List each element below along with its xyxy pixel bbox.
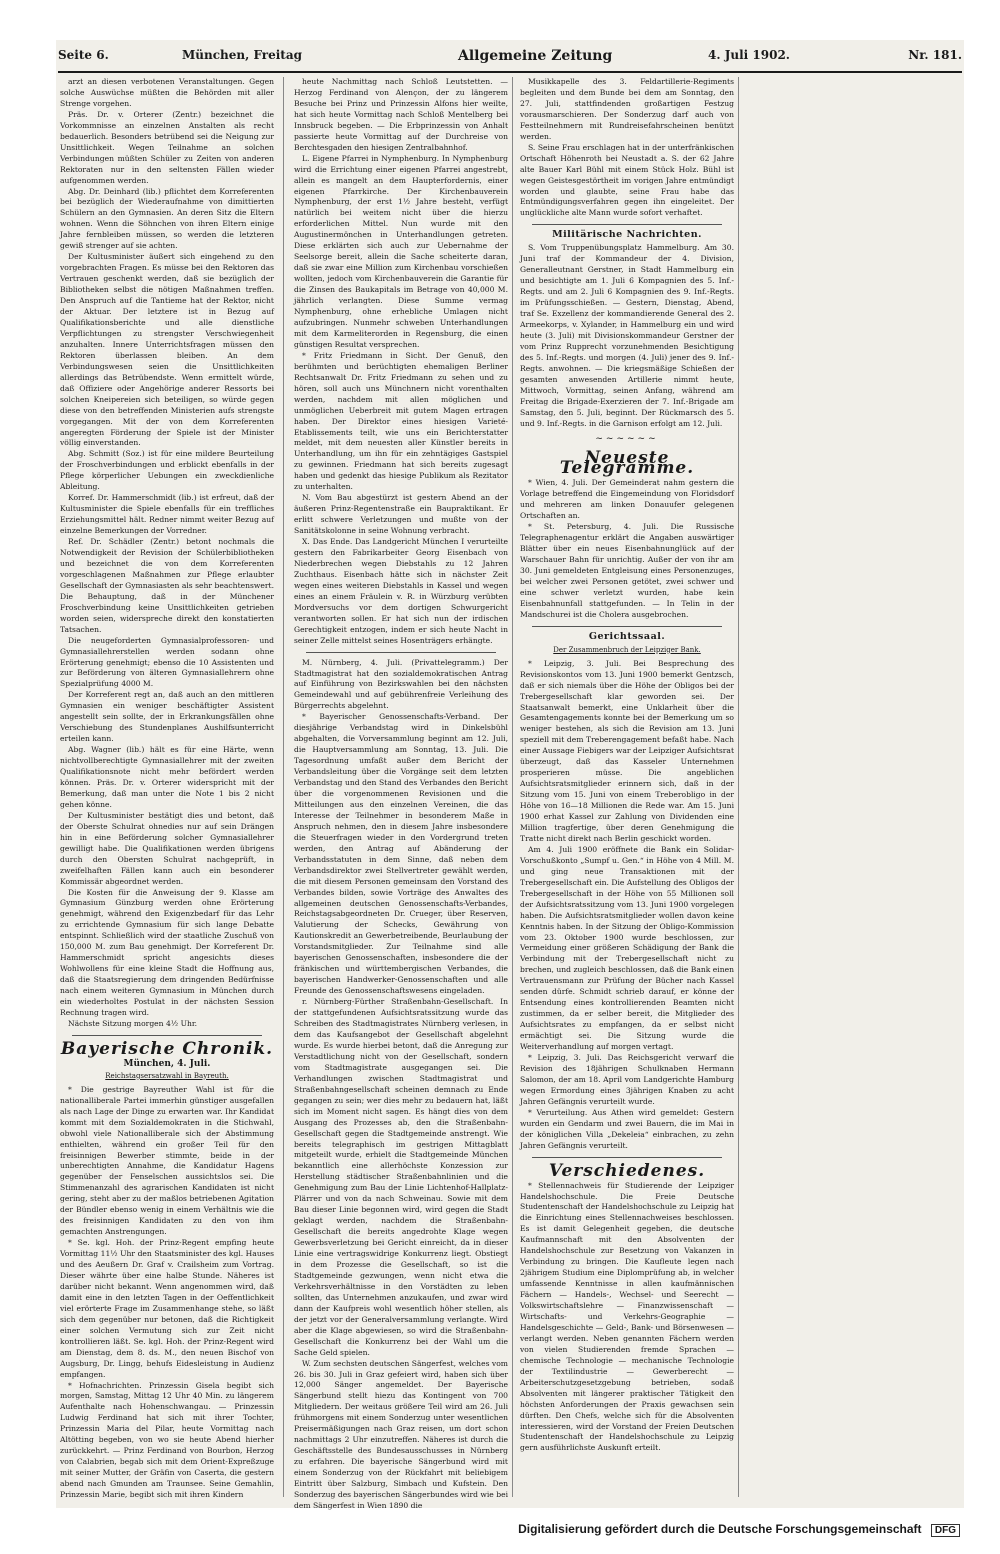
page-header xyxy=(58,48,962,70)
article-paragraph: * Hofnachrichten. Prinzessin Gisela begibt sich morgen, Samstag, Mittag 12 Uhr 40 Min. zu längerem Aufenthalte nach Hohenschwangau. — Prinzessin Ludwig Ferdinand hat sich mit ihrer Tochter, Prinzessin Maria del Pilar, heute Vormittag nach Altötting begeben, von wo sie heute Abend hierher zurückkehrt. — Prinz Ferdinand von Bourbon, Herzog von Calabrien, begab sich mit dem Orient-Expreßzuge mit seiner Mutter, der Gräfin von Caserta, die gestern abend nach Gmunden am Traunsee. Seine Gemahlin, Prinzessin Marie, begibt sich mit ihren Kindern xyxy=(60,1380,274,1500)
header-rule xyxy=(58,71,962,73)
section-heading: Gerichtssaal. xyxy=(588,630,666,642)
article-paragraph: * Verurteilung. Aus Athen wird gemeldet: Gestern wurden ein Gendarm und zwei Bauern, die im Mai in der königlichen Villa „Dekeleia“ einbrachen, zu zehn Jahren Gefängnis verurteilt. xyxy=(520,1107,734,1150)
page-number: Seite 6. xyxy=(58,48,109,62)
separator-rule xyxy=(532,1157,722,1158)
article-paragraph: Der Kultusminister äußert sich eingehend zu den vorgebrachten Fragen. Es müsse bei den Rektoren das Vertrauen geschenkt werden, daß sie bezüglich der Bibliotheken selbst die nötigen Maßnahmen treffen. Den Anspruch auf die Tantieme hat der Rektor, nicht der Aktuar. Der letztere ist in Bezug auf Qualifikationsberichte und alle dienstliche Verpflichtungen zu strengster Verschwiegenheit anzuhalten. Innere Unterrichtsfragen müssen den Rektoren überlassen bleiben. An dem Verbindungswesen seien die Unsittlichkeiten allerdings das Betrübendste. Wenn ermittelt würde, daß Offiziere oder Angehörige anderer Ressorts bei solchen Kneipereien sich beteiligen, so würde gegen diese von den betreffenden Ministerien aufs strengste vorgegangen. Mit der von dem Korreferenten angeregten Förderung der Spiele ist der Minister völlig einverstanden. xyxy=(60,252,274,448)
digitization-credit xyxy=(518,1522,960,1537)
issue-number: Nr. 181. xyxy=(908,48,962,62)
section-title: Bayerische Chronik. xyxy=(60,1038,274,1059)
article-paragraph: Korref. Dr. Hammerschmidt (lib.) ist erfreut, daß der Kultusminister die Spiele ebenfalls für ein treffliches Erziehungsmittel hält. Redner nimmt weiter Bezug auf einzelne Bemerkungen der Vorredner. xyxy=(60,493,274,536)
article-paragraph: M. Nürnberg, 4. Juli. (Privattelegramm.) Der Stadtmagistrat hat den sozialdemokratischen Antrag auf Einführung von Bezirkswahlen bei den nächsten Gemeindewahl und auf gebührenfreie Verleihung des Bürgerrechts abgelehnt. xyxy=(294,657,508,711)
dateline: München, 4. Juli. xyxy=(123,1058,211,1069)
article-paragraph: * Leipzig, 3. Juli. Bei Besprechung des Revisionskontos vom 13. Juni 1900 bemerkt Gentzsch, daß er sich niemals über die Höhe der Obligos bei der Trebergesellschaft klar geworden sei. Der Staatsanwalt bemerkt, eine Unklarheit über die Gesamtengagements konnte bei der Bemerkung um so weniger bestehen, als sich die Revision am 13. Juni speziell mit dem Treberengagement befaßt habe. Nach einer Aussage Fiebigers war der Leipziger Aufsichtsrat überzeugt, daß das Kasseler Unternehmen prosperieren müsse. Die angeblichen Aufsichtsratsmitglieder erinnern sich, daß in der Sitzung vom 15. Juni von einem Treberobligo in der Höhe von 16—18 Millionen die Rede war. Am 15. Juni 1900 erhat Kassel zur Zahlung von Dividenden eine Million tragfertige, über deren Genehmigung die Tratte nicht direkt nach Berlin geschickt worden. xyxy=(520,658,734,843)
dfg-logo: DFG xyxy=(931,1524,960,1537)
article-paragraph: Nächste Sitzung morgen 4½ Uhr. xyxy=(68,1018,198,1028)
section-heading: Militärische Nachrichten. xyxy=(552,229,702,241)
credit-text: Digitalisierung gefördert durch die Deutsche Forschungsgemeinschaft xyxy=(518,1522,922,1536)
column-1 xyxy=(60,77,274,1502)
newspaper-title: Allgemeine Zeitung xyxy=(458,48,613,64)
article-paragraph: * St. Petersburg, 4. Juli. Die Russische Telegraphenagentur erklärt die Angaben auswärtiger Blätter über ein neues Eisenbahnunglück auf der Warschauer Bahn für unrichtig. Außer der von ihr am 30. Juni gemeldeten Entgleisung eines Personenzuges, bei welcher zwei Personen getötet, zwei schwer und eine schwer verletzt wurden, habe kein Eisenbahnunfall stattgefunden. — In Telin in der Mandschurei ist die Cholera ausgebrochen. xyxy=(520,522,734,619)
article-paragraph: Der Korreferent regt an, daß auch an den mittleren Gymnasien ein weniger beschäftigter Assistent angestellt sein sollte, der in Erkrankungsfällen ohne Verschiebung des Stundenplanes Aushilfsunterricht erteilen kann. xyxy=(60,690,274,744)
article-paragraph: Abg. Schmitt (Soz.) ist für eine mildere Beurteilung der Froschverbindungen und erblickt ebenfalls in der Pflege körperlicher Uebungen ein zweckdienliche Ableitung. xyxy=(60,449,274,492)
separator-rule xyxy=(306,652,496,653)
column-divider xyxy=(738,77,739,1497)
sub-heading: Der Zusammenbruch der Leipziger Bank. xyxy=(553,645,701,654)
article-paragraph: Abg. Wagner (lib.) hält es für eine Härte, wenn nichtvollberechtigte Gymnasiallehrer mit der zweiten Qualifikationsnote nicht mehr befördert werden können. Präs. Dr. v. Orterer widerspricht mit der Bemerkung, daß man unter die Note 1 bis 2 nicht gehen könne. xyxy=(60,745,274,809)
separator-rule xyxy=(532,224,722,225)
article-paragraph: * Stellennachweis für Studierende der Leipziger Handelshochschule. Die Freie Deutsche Studentenschaft der Handelshochschule zu Leipzig hat die Einrichtung eines Stellennachweises beschlossen. Es ist damit Gelegenheit gegeben, die deutsche Kaufmannschaft mit den Absolventen der Handelshochschule zur Besetzung von Vakanzen in Verbindung zu bringen. Die Kaufleute legen nach 2jährigem Studium eine Diplomprüfung ab, in welcher umfassende Kenntnisse in allen kaufmännischen Fächern — Handels-, Wechsel- und Seerecht — Volkswirtschaftslehre — Finanzwissenschaft — Wirtschafts- und Verkehrs-Geographie — Handelsgeschichte — Geld-, Bank- und Börsenwesen — verlangt werden. Neben genannten Fächern werden von vielen Studierenden fremde Sprachen — chemische Technologie — mechanische Technologie der Textilindustrie — Gewerberecht — Arbeiterschutzgesetzgebung betrieben, sodaß Absolventen mit längerer praktischer Tätigkeit den höchsten Anforderungen der Praxis gewachsen sein dürften. Den Chefs, welche sich für die Absolventen interessieren, wird der Vorstand der Freien Deutschen Studentenschaft der Handelshochschule zu Leipzig gern ausführlichste Auskunft erteilt. xyxy=(520,1180,734,1453)
article-paragraph: * Bayerischer Genossenschafts-Verband. Der diesjährige Verbandstag wird in Dinkelsbühl abgehalten, die Vorversammlung beginnt am 12. Juli, die Hauptversammlung am Sonntag, 13. Juli. Die Tagesordnung umfaßt außer dem Bericht der Verbandsleitung über die Vorgänge seit dem letzten Verbandstag und den Stand des Verbandes den Bericht über die vorgenommenen Revisionen und die Mitteilungen aus den einzelnen Vereinen, die das Interesse der Teilnehmer in besonderem Maße in Anspruch nehmen, den in diesem Jahre insbesondere die Steuerfragen wieder in den Vordergrund treten werden, den Antrag auf Abänderung der Verbandsstatuten in dem Sinne, daß neben dem Verbandsdirektor zwei Stellvertreter gewählt werden, die mit diesem Personen gemeinsam den Vorstand des Verbandes bilden, sowie Vorträge des Anwaltes des allgemeinen deutschen Genossenschafts-Verbandes, Reichstagsabgeordneten Dr. Crueger, über Reserven, Valutierung der Schecks, Gewährung von Kautionskredit an Gewerbetreibende, Beurlaubung der Vorstandsmitglieder. Zur Teilnahme sind alle bayerischen Genossenschaften, insbesondere die der fränkischen und württembergischen Verbandes, die bayerischen Handwerker-Genossenschaften und alle Freunde des Genossenschaftswesens eingeladen. xyxy=(294,712,508,996)
article-paragraph: X. Das Ende. Das Landgericht München I verurteilte gestern den Fabrikarbeiter Georg Eisenbach von Niederbrechen wegen Diebstahls zu 12 Jahren Zuchthaus. Eisenbach hätte sich in nächster Zeit wegen eines weiteren Diebstahls in Kassel und wegen eines an einem Fräulein v. R. in Würzburg verübten Mordversuchs vor dem dortigen Schwurgericht verantworten sollen. Er hat sich nun der irdischen Gerechtigkeit entzogen, indem er sich heute Nacht in seiner Zelle mittelst seines Hosenträgers erhängte. xyxy=(294,537,508,645)
column-3 xyxy=(520,77,734,1502)
article-paragraph: Abg. Dr. Deinhard (lib.) pflichtet dem Korreferenten bei bezüglich der Wiederaufnahme von dimittierten Schülern an den Gymnasien. An deren Sitz die Eltern wohnen. Wenn die Söhnchen von ihren Eltern einige Jahre fernbleiben müssen, so werden die letzteren gewiß strenger auf sie achten. xyxy=(60,186,274,251)
article-paragraph: Musikkapelle des 3. Feldartillerie-Regiments begleiten und dem Bunde bei dem am Sonntag, den 27. Juli, stattfindenden großartigen Festzug vorausmarschieren. Der Sonderzug darf auch von Festteilnehmern mit Rundreisefahrscheinen benützt werden. xyxy=(520,77,734,141)
article-paragraph: * Leipzig, 3. Juli. Das Reichsgericht verwarf die Revision des 18jährigen Schulknaben Hermann Salomon, der am 18. April vom Landgerichte Hamburg wegen Ermordung eines 3jährigen Knaben zu acht Jahren Gefängnis verurteilt wurde. xyxy=(520,1053,734,1106)
article-paragraph: * Se. kgl. Hoh. der Prinz-Regent empfing heute Vormittag 11½ Uhr den Staatsminister des kgl. Hauses und des Aeußern Dr. Graf v. Crailsheim zum Vortrag. Dieser währte über eine halbe Stunde. Näheres ist darüber nicht bekannt. Wenn angenommen wird, daß damit eine in den letzten Tagen in der Oeffentlichkeit viel erörterte Frage im Zusammenhange stehe, so läßt sich dem gegenüber nur betonen, daß die Richtigkeit einer solchen Vermutung sich zur Zeit nicht kontrollieren läßt. Se. kgl. Hoh. der Prinz-Regent wird am Dienstag, dem 8. ds. M., den neuen Bischof von Augsburg, Dr. Lingg, behufs Eidesleistung in Audienz empfangen. xyxy=(60,1238,274,1379)
ornament: ~~~~~~ xyxy=(595,433,659,444)
separator-rule xyxy=(72,1035,262,1036)
place-day: München, Freitag xyxy=(182,48,303,62)
article-paragraph: * Wien, 4. Juli. Der Gemeinderat nahm gestern die Vorlage betreffend die Eingemeindung von Floridsdorf und mehreren am linken Donauufer gelegenen Ortschaften an. xyxy=(520,478,734,521)
column-divider xyxy=(512,77,513,1497)
column-divider xyxy=(283,77,284,1497)
article-paragraph: heute Nachmittag nach Schloß Leutstetten. — Herzog Ferdinand von Alençon, der zu längerem Besuche bei Prinz und Prinzessin Alfons hier weilte, hat sich heute Vormittag nach Schloß Mentelberg bei Innsbruck begeben. — Die Erbprinzessin von Anhalt passierte heute Vormittag auf der Durchreise von Berchtesgaden den hiesigen Zentralbahnhof. xyxy=(294,77,508,152)
article-paragraph: * Die gestrige Bayreuther Wahl ist für die nationalliberale Partei immerhin günstiger ausgefallen als nach Lage der Dinge zu erwarten war. Ihr Kandidat kommt mit dem Sozialdemokraten in die Stichwahl, obwohl viele Nationalliberale sich der Abstimmung enthielten, während ein großer Teil für den freisinnigen Bewerber stimmte, beide in der unberechtigten Annahme, die Kandidatur Hagens gegenüber der Fenselschen aussichtslos sei. Die Stimmenanzahl des agrarischen Kandidaten ist nicht gering, steht aber zu der maßlos betriebenen Agitation der Bündler ebenso wenig in einem Verhältnis wie die des freisinnigen Kandidaten zu den von ihm gemachten Anstrengungen. xyxy=(60,1084,274,1237)
article-paragraph: r. Nürnberg-Fürther Straßenbahn-Gesellschaft. In der stattgefundenen Aufsichtsratssitzung wurde das Schreiben des Stadtmagistrates Nürnberg verlesen, in dem das Kaufsangebot der Gesellschaft abgelehnt wurde. Es wurde hierbei betont, daß die Anregung zur Verstadtlichung nicht von der Gesellschaft, sondern vom Stadtmagistrate ausgegangen sei. Die Verhandlungen zwischen Stadtmagistrat und Straßenbahngesellschaft scheinen demnach zu Ende gegangen zu sein; wer dies mehr zu bedauern hat, läßt sich im Moment nicht sagen. Es hängt dies von dem Ausgang des Prozesses ab, den die Straßenbahn-Gesellschaft gegen die Stadtgemeinde anstrengt. Wie bereits telegraphisch im gestrigen Mittagblatt mitgeteilt wurde, erhielt die Stadtgemeinde München bekanntlich eine allerhöchste Konzession zur Herstellung städtischer Straßenbahnlinien und die Genehmigung zum Bau der Linie Lichtenhof-Hallplatz-Plärrer und von da nach Schweinau. Sowie mit dem Bau dieser Linie begonnen wird, wird gegen die Stadt geklagt werden, nachdem die Straßenbahn-Gesellschaft die bereits angedrohte Klage wegen Gewerbsverletzung bei Gericht einreicht, da in dieser Linie eine vertragswidrige Konkurrenz liegt. Obstiegt in dem Prozesse die Gesellschaft, so ist die Stadtgemeinde gezwungen, wenn nicht etwa die Verkehrsverhältnisse in den Vorstädten zu leben sollten, das Unternehmen anzukaufen, und zwar wird dann der Kaufpreis wohl wesentlich höher stellen, als der jetzt vor der Generalversammlung verlangte. Wird aber die Klage abgewiesen, so wird die Straßenbahn-Gesellschaft die Konkurrenz bei der Wahl um die Sache Geld spielen. xyxy=(294,997,508,1357)
article-paragraph: W. Zum sechsten deutschen Sängerfest, welches vom 26. bis 30. Juli in Graz gefeiert wird, haben sich über 12,000 Sänger angemeldet. Der Bayerische Sängerbund stellt hiezu das Kontingent von 700 Mitgliedern. Der weitaus größere Teil wird am 26. Juli frühmorgens mit einem Sonderzug unter wesentlichen Preisermäßigungen nach Graz reisen, um dort schon nachmittags 2 Uhr einzutreffen. Näheres ist durch die Geschäftsstelle des Bundesausschusses in Nürnberg zu erfahren. Die bayerische Sängerbund wird mit einem Sonderzug von der Rückfahrt mit beliebigem Eintritt über Salzburg, Simbach und Kufstein. Den Sonderzug des bayerischen Sängerbundes wird wie bei dem Sängerfest in Wien 1890 die xyxy=(294,1358,508,1510)
article-paragraph: Die neugeforderten Gymnasialprofessoren- und Gymnasiallehrerstellen werden sodann ohne Erörterung genehmigt; ebenso die 10 Assistenten und zur Beförderung von älteren Gymnasiallehrern ohne Spezialprüfung 4000 M. xyxy=(60,635,274,689)
article-paragraph: N. Vom Bau abgestürzt ist gestern Abend an der äußeren Prinz-Regentenstraße ein Baupraktikant. Er erlitt schwere Verletzungen und mußte von der Sanitätskolonne in seine Wohnung verbracht. xyxy=(294,493,508,536)
section-title: Neueste Telegramme. xyxy=(559,447,695,479)
sub-heading: Reichstagsersatzwahl in Bayreuth. xyxy=(105,1071,229,1080)
section-title: Verschiedenes. xyxy=(548,1160,706,1181)
article-paragraph: S. Vom Truppenübungsplatz Hammelburg. Am 30. Juni traf der Kommandeur der 4. Division, Generalleutnant Gerstner, in Stadt Hammelburg ein und besichtigte am 1. Juli 6 Kompagnien des 5. Inf.-Regts. und am 2. Juli 6 Kompagnien des 9. Inf.-Regts. im Prüfungsschießen. — Gestern, Dienstag, Abend, traf Se. Exzellenz der kommandierende General des 2. Armeekorps, v. Xylander, in Hammelburg ein und wird heute (3. Juli) mit Divisionskommandeur Gerstner der vom Prinz Rupprecht vorzunehmenden Besichtigung des 5. Inf.-Regts. und morgen (4. Juli) jener des 9. Inf.-Regts. anwohnen. — Die kriegsmäßige Schießen der gesamten anwesenden Artillerie nimmt heute, Mittwoch, Vormittag, seinen Anfang, während am Freitag die Brigade-Exerzieren der 7. Inf.-Brigade am Samstag, den 5. Juli, beginnt. Der Rückmarsch des 5. und 9. Inf.-Regts. in die Garnison erfolgt am 12. Juli. xyxy=(520,243,734,428)
column-4 xyxy=(746,77,960,1502)
article-paragraph: arzt an diesen verbotenen Veranstaltungen. Gegen solche Auswüchse müßten die Behörden mit aller Strenge vorgehen. xyxy=(60,77,274,108)
separator-rule xyxy=(532,626,722,627)
issue-date: 4. Juli 1902. xyxy=(708,48,790,62)
article-paragraph: Die Kosten für die Anweisung der 9. Klasse am Gymnasium Günzburg werden ohne Erörterung genehmigt, während den Exigenzbedarf für das Lehr zu errichtende Gymnasium für sich lange Debatte entspinnt. Schließlich wird der staatliche Zuschuß von 150,000 M. zum Bau genehmigt. Der Korreferent Dr. Hammerschmidt spricht angesichts dieses Wohlwollens für eine kleine Stadt die Hoffnung aus, daß die Staatsregierung dem dringenden Bedürfnisse nach einem weiteren Gymnasium in München durch ein wiederholtes Postulat in der nächsten Session Rechnung tragen wird. xyxy=(60,887,274,1018)
article-paragraph: L. Eigene Pfarrei in Nymphenburg. In Nymphenburg wird die Errichtung einer eigenen Pfarrei angestrebt, allein es mangelt an dem Haupterfordernis, einer eigenen Pfarrkirche. Der Kirchenbauverein Nymphenburg, der erst 1½ Jahre besteht, verfügt natürlich bei weitem nicht über die hierzu erforderlichen Mittel. Nun wurde mit den Augustinermönchen in Unterhandlungen getreten. Diese erklärten sich auch zur Uebernahme der Seelsorge bereit, allein die Sache scheiterte daran, daß sie zwar eine Million zum Kirchenbau vorschießen wollten, jedoch vom Kirchenbauverein die Garantie für die Zinsen des Baukapitals im Betrage von 40,000 M. jährlich verlangten. Diese Summe vermag Nymphenburg, ohne erhebliche Umlagen nicht aufzubringen. Nunmehr schweben Unterhandlungen mit dem Karmeliterorden in Regensburg, die einen günstigen Resultat versprechen. xyxy=(294,153,508,349)
article-paragraph: Der Kultusminister bestätigt dies und betont, daß der Oberste Schulrat ohnedies nur auf sein Drängen hin in eine Beförderung solcher Gymnasiallehrer gewilligt habe. Die Qualifikationen werden übrigens durch den Obersten Schulrat nachgeprüft, in zweifelhaften Fällen kann auch ein besonderer Kommissär abgeordnet werden. xyxy=(60,810,274,886)
article-paragraph: Ref. Dr. Schädler (Zentr.) betont nochmals die Notwendigkeit der Revision der Schülerbibliotheken und bezeichnet die von dem Korreferenten vorgeschlagenen Maßnahmen zur Pflege erlaubter Gesellschaft der Gymnasiasten als sehr beachtenswert. Die Behauptung, daß in der Münchener Froschverbindung keine Unsittlichkeiten getrieben worden seien, widerspreche direkt den konstatierten Tatsachen. xyxy=(60,537,274,634)
article-paragraph: S. Seine Frau erschlagen hat in der unterfränkischen Ortschaft Höhenroth bei Neustadt a. S. der 62 Jahre alte Bauer Karl Bühl mit einem Stück Holz. Bühl ist wegen Geistesgestörtheit im vorigen Jahre entmündigt worden und glaubte, seine Frau habe das Entmündigungsverfahren gegen ihn eingeleitet. Der unglückliche alte Mann wurde sofort verhaftet. xyxy=(520,142,734,218)
article-paragraph: * Fritz Friedmann in Sicht. Der Genuß, den berühmten und berüchtigten ehemaligen Berliner Rechtsanwalt Dr. Fritz Friedmann zu sehen und zu hören, soll auch uns Münchnern nicht vorenthalten werden, nachdem mit allen möglichen und unmöglichen Ueberbreit mit gutem Magen ertragen haben. Der Direktor eines hiesigen Varieté-Etablissements teilt, wie uns ein Berichterstatter meldet, mit dem neuesten aller Künstler bereits in Unterhandlung, um ihn für ein zehntägiges Gastspiel zu gewinnen. Friedmann hat sich bereits zugesagt haben und gedenkt das hiesige Publikum als Rezitator zu unterhalten. xyxy=(294,350,508,492)
article-paragraph: Am 4. Juli 1900 eröffnete die Bank ein Solidar-Vorschußkonto „Sumpf u. Gen.“ in Höhe von 4 Mill. M. und ging neue Transaktionen mit der Trebergesellschaft ein. Die Aufstellung des Obligos der Trebergesellschaft in der Höhe von 55 Millionen soll der Aufsichtsratssitzung vom 13. Juni 1900 vorgelegen haben. Die Aufsichtsratsmitglieder wollen davon keine Kenntnis haben. In der Sitzung der Obligo-Kommission vom 23. Oktober 1900 wurde beschlossen, zur Vermeidung einer größeren Schädigung der Bank die Verbindung mit der Trebergesellschaft nicht zu brechen, und zugleich beschlossen, daß die Bank einen Vertrauensmann zur Prüfung der Bücher nach Kassel senden dürfe. Schmidt schrieb darauf, er könne der Entsendung eines kontrollierenden Beamten nicht zustimmen, da er selber bereit, die Mitglieder des Aufsichtsrates zu empfangen, da er selbst nicht ermächtigt sei. Die Sitzung wurde die Weiterverhandlung auf morgen vertagt. xyxy=(520,844,734,1052)
column-2 xyxy=(294,77,508,1510)
article-paragraph: Präs. Dr. v. Orterer (Zentr.) bezeichnet die Vorkommnisse an einzelnen Anstalten als recht bedauerlich. Besonders betrübend sei die Neigung zur Unsittlichkeit. Wegen Teilnahme an solchen Verbindungen müßten Schüler zu Zeiten von anderen Rektoraten nur in den seltensten Fällen wieder aufgenommen werden. xyxy=(60,109,274,185)
